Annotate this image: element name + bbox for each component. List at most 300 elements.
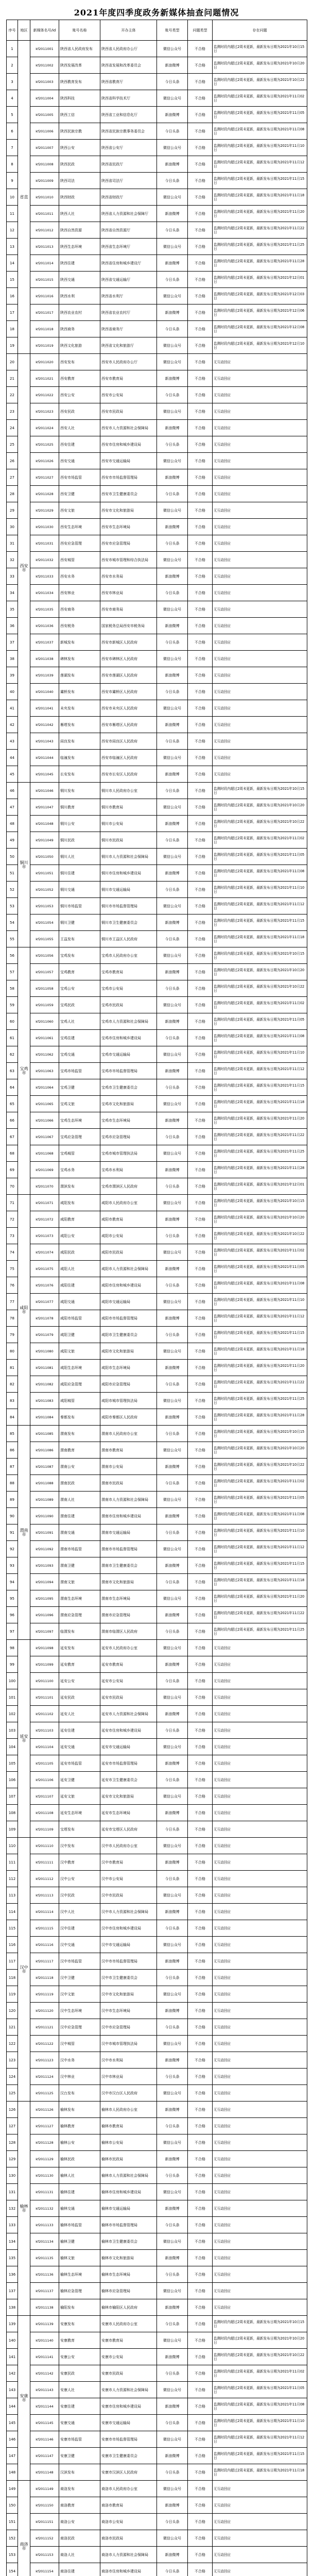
operator-cell: 西安市生态环境局: [100, 519, 157, 535]
table-row: [7, 1079, 307, 1096]
table-row: [7, 189, 307, 206]
account-type-cell: 新浪微博: [157, 1656, 188, 1673]
issue-cell: 无互动回应: [213, 2102, 307, 2118]
operator-cell: 渭南市市场监督管理局: [100, 1541, 157, 1557]
problem-type-cell: 不合格: [188, 140, 213, 156]
account-type-cell: 微信公众号: [157, 1739, 188, 1755]
account-name-cell: 汉中文旅: [59, 1986, 100, 2003]
table-row: [7, 1986, 307, 2003]
row-index-cell: 28: [7, 486, 18, 502]
account-id-cell: kf2011075: [30, 1261, 59, 1277]
operator-cell: 西安市雁塔区人民政府: [100, 717, 157, 733]
issue-cell: 无互动回应: [213, 2200, 307, 2217]
account-name-cell: 渭南应急管理: [59, 1607, 100, 1623]
problem-type-cell: 不合格: [188, 2299, 213, 2316]
account-type-cell: 微信公众号: [157, 1689, 188, 1706]
table-row: [7, 1013, 307, 1030]
account-type-cell: 微信公众号: [157, 2184, 188, 2200]
row-index-cell: 145: [7, 2415, 18, 2431]
operator-cell: 西安市城市管理和综合执法局: [100, 552, 157, 568]
operator-cell: 榆林市人力资源和社会保障局: [100, 2167, 157, 2184]
problem-type-cell: 不合格: [188, 1574, 213, 1590]
operator-cell: 汉中市卫生健康委员会: [100, 1970, 157, 1986]
account-id-cell: kf2011107: [30, 1788, 59, 1805]
row-index-cell: 38: [7, 651, 18, 667]
operator-cell: 宝鸡市卫生健康委员会: [100, 1079, 157, 1096]
issue-cell: 无互动回应: [213, 1904, 307, 1920]
account-id-cell: kf2011059: [30, 997, 59, 1013]
account-type-cell: 微信公众号: [157, 354, 188, 370]
account-type-cell: 新浪微博: [157, 766, 188, 783]
issue-cell: 无互动回应: [213, 568, 307, 585]
account-type-cell: 微信公众号: [157, 1590, 188, 1607]
account-type-cell: 新浪微博: [157, 667, 188, 684]
account-id-cell: kf2011011: [30, 206, 59, 222]
table-row: [7, 931, 307, 947]
account-name-cell: 陕西住建: [59, 255, 100, 272]
issue-cell: 无互动回应: [213, 370, 307, 387]
row-index-cell: 44: [7, 750, 18, 766]
table-row: [7, 882, 307, 898]
account-id-cell: kf2011121: [30, 2019, 59, 2036]
issue-cell: 监测时段内超过2周未更新，最新发布日期为2021年11月05日: [213, 1492, 307, 1508]
account-type-cell: 今日头条: [157, 1920, 188, 1937]
problem-type-cell: 不合格: [188, 552, 213, 568]
problem-type-cell: 不合格: [188, 2118, 213, 2134]
problem-type-cell: 不合格: [188, 733, 213, 750]
problem-type-cell: 不合格: [188, 420, 213, 436]
account-id-cell: kf2011089: [30, 1492, 59, 1508]
issue-cell: 监测时段内超过2周未更新，最新发布日期为2021年10月22日: [213, 1459, 307, 1475]
account-name-cell: 汉中公安: [59, 1871, 100, 1887]
issue-cell: 监测时段内超过2周未更新，最新发布日期为2021年10月20日: [213, 1211, 307, 1228]
issue-cell: 监测时段内超过2周未更新，最新发布日期为2021年11月12日: [213, 1310, 307, 1327]
account-type-cell: 微信公众号: [157, 2530, 188, 2547]
operator-cell: 陕西省民政厅: [100, 156, 157, 173]
operator-cell: 宝鸡市公安局: [100, 980, 157, 997]
account-name-cell: 西安水务: [59, 568, 100, 585]
table-row: [7, 156, 307, 173]
account-id-cell: kf2011056: [30, 947, 59, 964]
account-name-cell: 渭南发布: [59, 1426, 100, 1442]
row-index-cell: 26: [7, 453, 18, 469]
issue-cell: 监测时段内超过2周未更新，最新发布日期为2021年11月08日: [213, 1277, 307, 1294]
table-row: [7, 2299, 307, 2316]
account-id-cell: kf2011060: [30, 1013, 59, 1030]
row-index-cell: 112: [7, 1871, 18, 1887]
issue-cell: 无互动回应: [213, 1937, 307, 1953]
operator-cell: 宝鸡市住房和城乡建设局: [100, 1030, 157, 1046]
report-table-container: [6, 20, 307, 2576]
row-index-cell: 32: [7, 552, 18, 568]
row-index-cell: 150: [7, 2497, 18, 2514]
operator-cell: 陕西省水利厅: [100, 288, 157, 304]
account-name-cell: 汉中应急管理: [59, 2019, 100, 2036]
account-id-cell: kf2011081: [30, 1360, 59, 1376]
issue-cell: 监测时段内超过2周未更新，最新发布日期为2021年12月01日: [213, 1178, 307, 1195]
problem-type-cell: 不合格: [188, 321, 213, 337]
problem-type-cell: 不合格: [188, 1459, 213, 1475]
account-id-cell: kf2011095: [30, 1590, 59, 1607]
problem-type-cell: 不合格: [188, 964, 213, 980]
operator-cell: 西安市卫生健康委员会: [100, 486, 157, 502]
account-id-cell: kf2011148: [30, 2464, 59, 2481]
problem-type-cell: 不合格: [188, 2481, 213, 2497]
account-type-cell: 新浪微博: [157, 1854, 188, 1871]
operator-cell: 咸阳市公安局: [100, 1228, 157, 1244]
row-index-cell: 6: [7, 123, 18, 140]
issue-cell: 监测时段内超过2周未更新，最新发布日期为2021年10月20日: [213, 2332, 307, 2349]
account-id-cell: kf2011127: [30, 2118, 59, 2134]
row-index-cell: 148: [7, 2464, 18, 2481]
problem-type-cell: 不合格: [188, 1508, 213, 1524]
issue-cell: 监测时段内超过2周未更新，最新发布日期为2021年11月12日: [213, 2431, 307, 2448]
account-type-cell: 今日头条: [157, 2415, 188, 2431]
account-type-cell: 新浪微博: [157, 107, 188, 123]
problem-type-cell: 不合格: [188, 1261, 213, 1277]
account-type-cell: 今日头条: [157, 1327, 188, 1343]
account-name-cell: 陕西自然资源: [59, 222, 100, 239]
account-name-cell: 渭南卫健: [59, 1557, 100, 1574]
table-row: [7, 1640, 307, 1656]
issue-cell: 无互动回应: [213, 1920, 307, 1937]
operator-cell: 咸阳市民政局: [100, 1244, 157, 1261]
account-name-cell: 西安应急管理: [59, 535, 100, 552]
problem-type-cell: 不合格: [188, 816, 213, 832]
problem-type-cell: 不合格: [188, 601, 213, 618]
account-id-cell: kf2011006: [30, 123, 59, 140]
row-index-cell: 75: [7, 1261, 18, 1277]
account-type-cell: 新浪微博: [157, 2547, 188, 2563]
account-type-cell: 微信公众号: [157, 453, 188, 469]
account-id-cell: kf2011019: [30, 337, 59, 354]
account-name-cell: 安康住建: [59, 2398, 100, 2415]
account-name-cell: 汉中生态环境: [59, 2003, 100, 2019]
row-index-cell: 84: [7, 1409, 18, 1426]
account-id-cell: kf2011005: [30, 107, 59, 123]
account-type-cell: 新浪微博: [157, 816, 188, 832]
issue-cell: 无互动回应: [213, 2019, 307, 2036]
table-row: [7, 1755, 307, 1772]
row-index-cell: 18: [7, 321, 18, 337]
header-cell-index: 序号: [7, 20, 18, 41]
problem-type-cell: 不合格: [188, 1821, 213, 1838]
issue-cell: 监测时段内超过2周未更新，最新发布日期为2021年11月08日: [213, 1030, 307, 1046]
operator-cell: 西安市未央区人民政府: [100, 700, 157, 717]
row-index-cell: 69: [7, 1162, 18, 1178]
operator-cell: 商洛市人民政府办公室: [100, 2481, 157, 2497]
account-type-cell: 微信公众号: [157, 849, 188, 865]
issue-cell: 监测时段内超过2周未更新，最新发布日期为2021年11月22日: [213, 1129, 307, 1145]
account-id-cell: kf2011110: [30, 1838, 59, 1854]
account-name-cell: 渭南住建: [59, 1508, 100, 1524]
table-row: [7, 1228, 307, 1244]
operator-cell: 宝鸡市生态环境局: [100, 1112, 157, 1129]
issue-cell: 监测时段内超过2周未更新，最新发布日期为2021年10月22日: [213, 74, 307, 90]
issue-cell: 监测时段内超过2周未更新，最新发布日期为2021年11月18日: [213, 1343, 307, 1360]
operator-cell: 咸阳市生态环境局: [100, 1360, 157, 1376]
account-name-cell: 宝鸡市场监管: [59, 1063, 100, 1079]
operator-cell: 陕西省自然资源厅: [100, 222, 157, 239]
problem-type-cell: 不合格: [188, 1722, 213, 1739]
account-type-cell: 微信公众号: [157, 1096, 188, 1112]
operator-cell: 铜川市教育局: [100, 799, 157, 816]
region-cell: 延安市: [18, 1640, 30, 1838]
table-row: [7, 535, 307, 552]
problem-type-cell: 不合格: [188, 585, 213, 601]
account-id-cell: kf2011068: [30, 1145, 59, 1162]
account-type-cell: 新浪微博: [157, 2250, 188, 2266]
operator-cell: 商洛市教育局: [100, 2497, 157, 2514]
operator-cell: 汉中市生态环境局: [100, 2003, 157, 2019]
account-name-cell: 商洛发布: [59, 2481, 100, 2497]
account-type-cell: 新浪微博: [157, 57, 188, 74]
issue-cell: 无互动回应: [213, 2563, 307, 2576]
row-index-cell: 140: [7, 2332, 18, 2349]
account-id-cell: kf2011113: [30, 1887, 59, 1904]
operator-cell: 铜川市王益区人民政府: [100, 931, 157, 947]
operator-cell: 榆林市卫生健康委员会: [100, 2233, 157, 2250]
operator-cell: 延安市宝塔区人民政府: [100, 1821, 157, 1838]
account-name-cell: 渭南交通: [59, 1524, 100, 1541]
account-name-cell: 阎良发布: [59, 733, 100, 750]
problem-type-cell: 不合格: [188, 1310, 213, 1327]
account-name-cell: 西安卫健: [59, 486, 100, 502]
problem-type-cell: 不合格: [188, 272, 213, 288]
operator-cell: 铜川市公安局: [100, 816, 157, 832]
row-index-cell: 17: [7, 304, 18, 321]
operator-cell: 延安市公安局: [100, 1673, 157, 1689]
row-index-cell: 15: [7, 272, 18, 288]
account-id-cell: kf2011073: [30, 1228, 59, 1244]
account-id-cell: kf2011087: [30, 1459, 59, 1475]
table-row: [7, 2184, 307, 2200]
row-index-cell: 110: [7, 1838, 18, 1854]
issue-cell: 无互动回应: [213, 453, 307, 469]
account-type-cell: 今日头条: [157, 321, 188, 337]
operator-cell: 宝鸡市水利局: [100, 1162, 157, 1178]
operator-cell: 商洛市公安局: [100, 2514, 157, 2530]
table-row: [7, 74, 307, 90]
table-row: [7, 2134, 307, 2151]
table-row: [7, 799, 307, 816]
account-type-cell: 新浪微博: [157, 618, 188, 634]
account-type-cell: 今日头条: [157, 684, 188, 700]
account-type-cell: 新浪微博: [157, 1261, 188, 1277]
problem-type-cell: 不合格: [188, 2003, 213, 2019]
table-row: [7, 601, 307, 618]
row-index-cell: 61: [7, 1030, 18, 1046]
problem-type-cell: 不合格: [188, 1145, 213, 1162]
table-row: [7, 1310, 307, 1327]
operator-cell: 榆林市人民政府办公室: [100, 2102, 157, 2118]
operator-cell: 西安市水务局: [100, 568, 157, 585]
account-name-cell: 咸阳民政: [59, 1244, 100, 1261]
account-name-cell: 西安住建: [59, 436, 100, 453]
account-id-cell: kf2011038: [30, 651, 59, 667]
table-row: [7, 2514, 307, 2530]
row-index-cell: 82: [7, 1376, 18, 1393]
table-row: [7, 1904, 307, 1920]
account-name-cell: 咸阳文旅: [59, 1343, 100, 1360]
problem-type-cell: 不合格: [188, 1838, 213, 1854]
region-cell: 榆林市: [18, 2102, 30, 2316]
row-index-cell: 63: [7, 1063, 18, 1079]
operator-cell: 汉中市民政局: [100, 1887, 157, 1904]
table-row: [7, 288, 307, 304]
row-index-cell: 129: [7, 2151, 18, 2167]
table-row: [7, 337, 307, 354]
row-index-cell: 72: [7, 1211, 18, 1228]
account-name-cell: 陕西交通: [59, 272, 100, 288]
account-type-cell: 新浪微博: [157, 1557, 188, 1574]
row-index-cell: 108: [7, 1805, 18, 1821]
account-id-cell: kf2011108: [30, 1805, 59, 1821]
account-id-cell: kf2011046: [30, 783, 59, 799]
issue-cell: 无互动回应: [213, 469, 307, 486]
table-row: [7, 1426, 307, 1442]
problem-type-cell: 不合格: [188, 2349, 213, 2365]
issue-cell: 无互动回应: [213, 1755, 307, 1772]
account-name-cell: 延安发布: [59, 1640, 100, 1656]
account-type-cell: 新浪微博: [157, 156, 188, 173]
operator-cell: 宝鸡市市场监督管理局: [100, 1063, 157, 1079]
account-id-cell: kf2011144: [30, 2398, 59, 2415]
account-id-cell: kf2011105: [30, 1755, 59, 1772]
operator-cell: 陕西省文化和旅游厅: [100, 337, 157, 354]
table-row: [7, 1096, 307, 1112]
account-id-cell: kf2011054: [30, 914, 59, 931]
account-type-cell: 微信公众号: [157, 1145, 188, 1162]
account-name-cell: 咸阳住建: [59, 1277, 100, 1294]
account-id-cell: kf2011040: [30, 684, 59, 700]
table-row: [7, 1805, 307, 1821]
problem-type-cell: 不合格: [188, 1788, 213, 1805]
account-name-cell: 安康发布: [59, 2316, 100, 2332]
account-id-cell: kf2011094: [30, 1574, 59, 1590]
row-index-cell: 132: [7, 2200, 18, 2217]
issue-cell: 监测时段内超过2周未更新，最新发布日期为2021年11月10日: [213, 1524, 307, 1541]
account-id-cell: kf2011083: [30, 1393, 59, 1409]
table-row: [7, 107, 307, 123]
row-index-cell: 35: [7, 601, 18, 618]
issue-cell: 监测时段内超过2周未更新，最新发布日期为2021年11月10日: [213, 1294, 307, 1310]
row-index-cell: 128: [7, 2134, 18, 2151]
row-index-cell: 24: [7, 420, 18, 436]
row-index-cell: 103: [7, 1722, 18, 1739]
operator-cell: 宝鸡市城市管理执法局: [100, 1145, 157, 1162]
table-row: [7, 1689, 307, 1706]
region-cell: 汉中市: [18, 1838, 30, 2102]
account-type-cell: 新浪微博: [157, 1706, 188, 1722]
table-row: [7, 321, 307, 337]
problem-type-cell: 不合格: [188, 337, 213, 354]
table-row: [7, 2003, 307, 2019]
issue-cell: 无互动回应: [213, 1739, 307, 1755]
table-row: [7, 123, 307, 140]
account-id-cell: kf2011118: [30, 1970, 59, 1986]
table-row: [7, 1574, 307, 1590]
account-name-cell: 安康卫健: [59, 2448, 100, 2464]
issue-cell: 无互动回应: [213, 1673, 307, 1689]
operator-cell: 西安市应急管理局: [100, 535, 157, 552]
account-type-cell: 新浪微博: [157, 717, 188, 733]
account-name-cell: 榆林住建: [59, 2184, 100, 2200]
row-index-cell: 83: [7, 1393, 18, 1409]
issue-cell: 监测时段内超过2周未更新，最新发布日期为2021年11月15日: [213, 2448, 307, 2464]
account-name-cell: 渭南文旅: [59, 1574, 100, 1590]
account-type-cell: 微信公众号: [157, 1442, 188, 1459]
issue-cell: 无互动回应: [213, 1970, 307, 1986]
issue-cell: 无互动回应: [213, 403, 307, 420]
row-index-cell: 3: [7, 74, 18, 90]
table-row: [7, 618, 307, 634]
account-name-cell: 汉中住建: [59, 1920, 100, 1937]
header-cell-issue: 存在问题: [213, 20, 307, 41]
account-type-cell: 今日头条: [157, 2118, 188, 2134]
operator-cell: 渭南市应急管理局: [100, 1607, 157, 1623]
problem-type-cell: 不合格: [188, 2069, 213, 2085]
account-name-cell: 汉中人社: [59, 1904, 100, 1920]
problem-type-cell: 不合格: [188, 222, 213, 239]
row-index-cell: 37: [7, 634, 18, 651]
problem-type-cell: 不合格: [188, 1904, 213, 1920]
account-type-cell: 微信公众号: [157, 288, 188, 304]
account-name-cell: 陕西人社: [59, 206, 100, 222]
account-type-cell: 微信公众号: [157, 1046, 188, 1063]
row-index-cell: 87: [7, 1459, 18, 1475]
table-row: [7, 832, 307, 849]
issue-cell: 无互动回应: [213, 387, 307, 403]
operator-cell: 陕西省交通运输厅: [100, 272, 157, 288]
table-row: [7, 2563, 307, 2576]
operator-cell: 安康市公安局: [100, 2349, 157, 2365]
table-row: [7, 140, 307, 156]
account-type-cell: 今日头条: [157, 1030, 188, 1046]
account-type-cell: 新浪微博: [157, 370, 188, 387]
table-row: [7, 1871, 307, 1887]
account-type-cell: 新浪微博: [157, 1953, 188, 1970]
problem-type-cell: 不合格: [188, 1739, 213, 1755]
row-index-cell: 95: [7, 1590, 18, 1607]
table-row: [7, 436, 307, 453]
account-name-cell: 西安公安: [59, 387, 100, 403]
account-name-cell: 咸阳市场监管: [59, 1310, 100, 1327]
problem-type-cell: 不合格: [188, 2332, 213, 2349]
issue-cell: 监测时段内超过2周未更新，最新发布日期为2021年10月22日: [213, 980, 307, 997]
account-name-cell: 咸阳交通: [59, 1294, 100, 1310]
problem-type-cell: 不合格: [188, 849, 213, 865]
account-type-cell: 新浪微博: [157, 2497, 188, 2514]
problem-type-cell: 不合格: [188, 1393, 213, 1409]
account-id-cell: kf2011140: [30, 2332, 59, 2349]
row-index-cell: 22: [7, 387, 18, 403]
problem-type-cell: 不合格: [188, 2415, 213, 2431]
operator-cell: 铜川市民政局: [100, 832, 157, 849]
operator-cell: 渭南市人力资源和社会保障局: [100, 1492, 157, 1508]
account-type-cell: 今日头条: [157, 1623, 188, 1640]
operator-cell: 汉中市文化和旅游局: [100, 1986, 157, 2003]
operator-cell: 榆林市文化和旅游局: [100, 2250, 157, 2266]
problem-type-cell: 不合格: [188, 634, 213, 651]
problem-type-cell: 不合格: [188, 1970, 213, 1986]
operator-cell: 渭南市临渭区人民政府: [100, 1623, 157, 1640]
row-index-cell: 88: [7, 1475, 18, 1492]
problem-type-cell: 不合格: [188, 304, 213, 321]
account-id-cell: kf2011032: [30, 552, 59, 568]
problem-type-cell: 不合格: [188, 2134, 213, 2151]
table-row: [7, 865, 307, 882]
